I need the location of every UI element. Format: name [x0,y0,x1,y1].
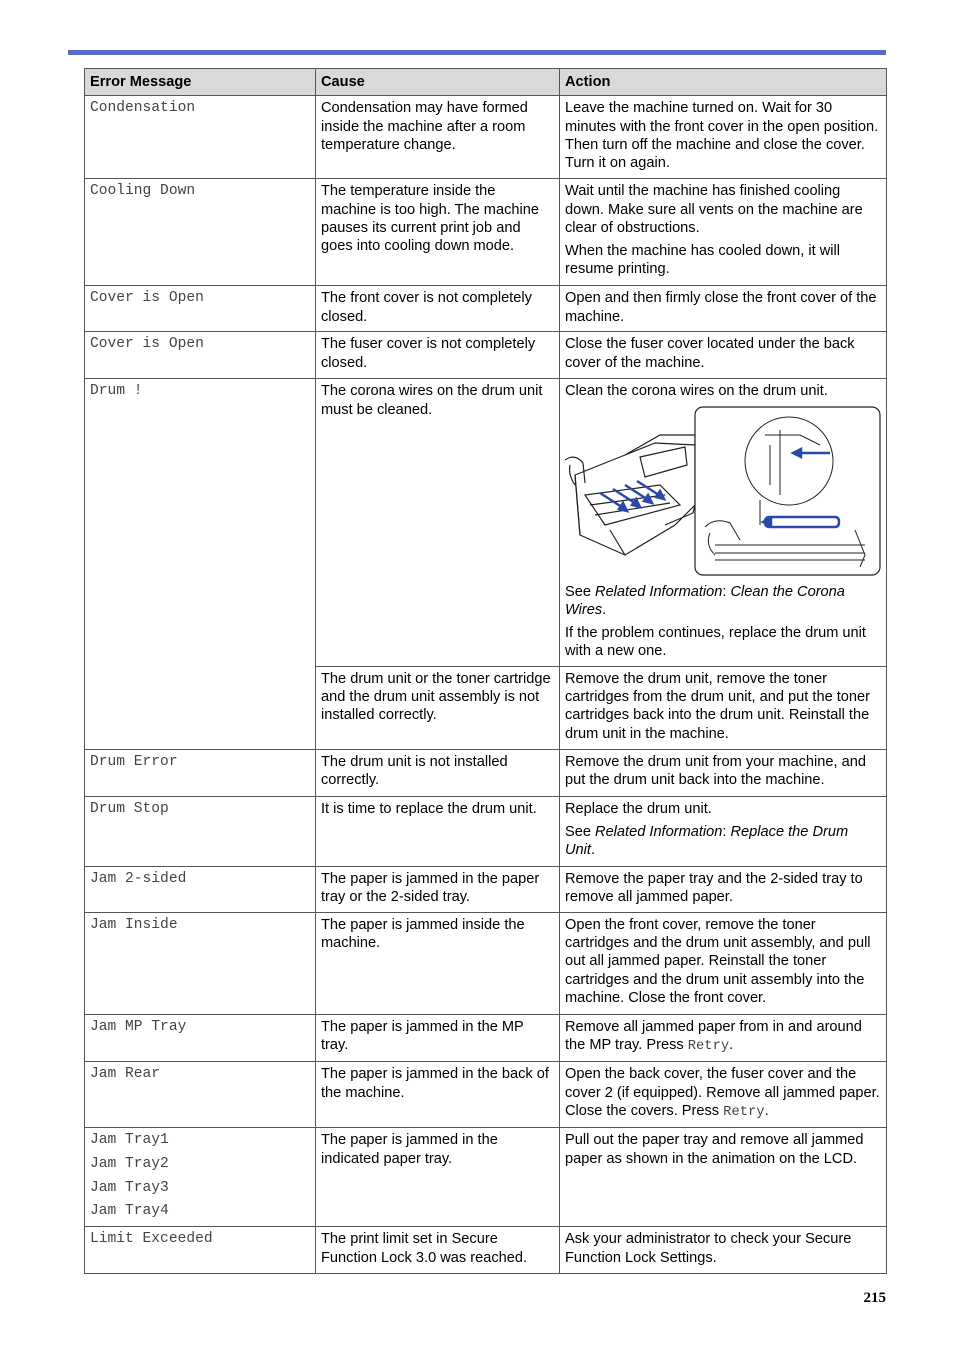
error-message: Jam Inside [85,912,316,1014]
action-cell: Remove all jammed paper from in and around the MP tray. Press Retry. [560,1014,887,1062]
error-message-line: Jam Tray2 [90,1156,169,1173]
error-message: Drum ! [85,379,316,749]
inset-frame [695,407,880,575]
table-row [85,332,887,379]
error-message: Condensation [85,96,316,179]
table-row [85,796,887,866]
error-message: Cooling Down [85,179,316,286]
cause-cell: It is time to replace the drum unit. [316,796,560,866]
error-message: Jam Rear [85,1062,316,1128]
action-cell [560,179,887,286]
error-message: Cover is Open [85,332,316,379]
error-message-line: Jam Tray4 [90,1203,169,1220]
action-cell: Close the fuser cover located under the back cover of the machine. [560,332,887,379]
action-cell: Open the back cover, the fuser cover and the cover 2 (if equipped). Remove all jammed paper. Close the covers. Press Retry. [560,1062,887,1128]
action-cell: Pull out the paper tray and remove all jammed paper as shown in the animation on the LCD. [560,1128,887,1227]
cause-cell: The temperature inside the machine is too high. The machine pauses its current print job and goes into cooling down mode. [316,179,560,286]
retry-code: Retry [687,1039,730,1055]
action-text: Clean the corona wires on the drum unit. [565,383,828,400]
cause-cell: The paper is jammed in the indicated paper tray. [316,1128,560,1227]
action-cell: Open and then firmly close the front cover of the machine. [560,286,887,332]
table-row [85,1227,887,1274]
cause-cell: The drum unit or the toner cartridge and the drum unit assembly is not installed correctly. [316,666,560,749]
action-cell: Remove the drum unit, remove the toner cartridges from the drum unit, and put the toner cartridges back into the drum unit. Reinstall the drum unit in the machine. [560,666,887,749]
table-row [85,379,887,666]
cause-cell: The drum unit is not installed correctly. [316,749,560,796]
error-message: Jam 2-sided [85,866,316,912]
table-row [85,286,887,332]
action-text: When the machine has cooled down, it will resume printing. [565,243,840,278]
header-action: Action [560,69,887,96]
action-cell: Leave the machine turned on. Wait for 30 minutes with the front cover in the open position. Then turn off the machine and close the cover. Turn it on again. [560,96,887,179]
corona-wire-cleaning-illustration [565,405,881,577]
table-row [85,912,887,1014]
header-error-message: Error Message [85,69,316,96]
related-info-link[interactable]: See Related Information: Clean the Corona Wires. [565,583,845,618]
error-message [85,1128,316,1227]
action-cell: Open the front cover, remove the toner cartridges and the drum unit assembly, and pull out all jammed paper. Reinstall the toner cartridges and the drum unit assembly into the machine. Close the front cover. [560,912,887,1014]
printer-drawing [565,435,695,555]
error-message: Drum Stop [85,796,316,866]
action-text: If the problem continues, replace the drum unit with a new one. [565,625,866,660]
action-cell: Remove the drum unit from your machine, and put the drum unit back into the machine. [560,749,887,796]
error-table [84,68,887,1274]
cause-cell: The paper is jammed inside the machine. [316,912,560,1014]
table-row [85,749,887,796]
retry-code: Retry [723,1104,765,1120]
cause-cell: The print limit set in Secure Function Lock 3.0 was reached. [316,1227,560,1274]
action-cell: Ask your administrator to check your Secure Function Lock Settings. [560,1227,887,1274]
action-text: Wait until the machine has finished cooling down. Make sure all vents on the machine are clear of obstructions. [565,183,863,236]
table-row [85,1128,887,1227]
cause-cell: The fuser cover is not completely closed. [316,332,560,379]
cause-cell: The paper is jammed in the MP tray. [316,1014,560,1062]
table-row [85,866,887,912]
table-row [85,1062,887,1128]
action-cell: Remove the paper tray and the 2-sided tray to remove all jammed paper. [560,866,887,912]
table-header-row [85,69,887,96]
action-cell [560,379,887,666]
cause-cell: The front cover is not completely closed. [316,286,560,332]
header-cause: Cause [316,69,560,96]
action-text: Replace the drum unit. [565,800,712,817]
cause-cell: The corona wires on the drum unit must be cleaned. [316,379,560,666]
table-row [85,96,887,179]
cause-cell: The paper is jammed in the back of the machine. [316,1062,560,1128]
error-message-line: Jam Tray1 [90,1132,169,1149]
error-message-line: Jam Tray3 [90,1179,169,1196]
cause-cell: The paper is jammed in the paper tray or the 2-sided tray. [316,866,560,912]
error-message: Jam MP Tray [85,1014,316,1062]
cause-cell: Condensation may have formed inside the machine after a room temperature change. [316,96,560,179]
top-rule [68,50,886,55]
action-cell [560,796,887,866]
error-message: Limit Exceeded [85,1227,316,1274]
error-message: Drum Error [85,749,316,796]
table-row [85,179,887,286]
page-number: 215 [863,1290,886,1306]
related-info-link[interactable]: See Related Information: Replace the Drum Unit. [565,824,849,859]
error-message: Cover is Open [85,286,316,332]
table-row [85,1014,887,1062]
